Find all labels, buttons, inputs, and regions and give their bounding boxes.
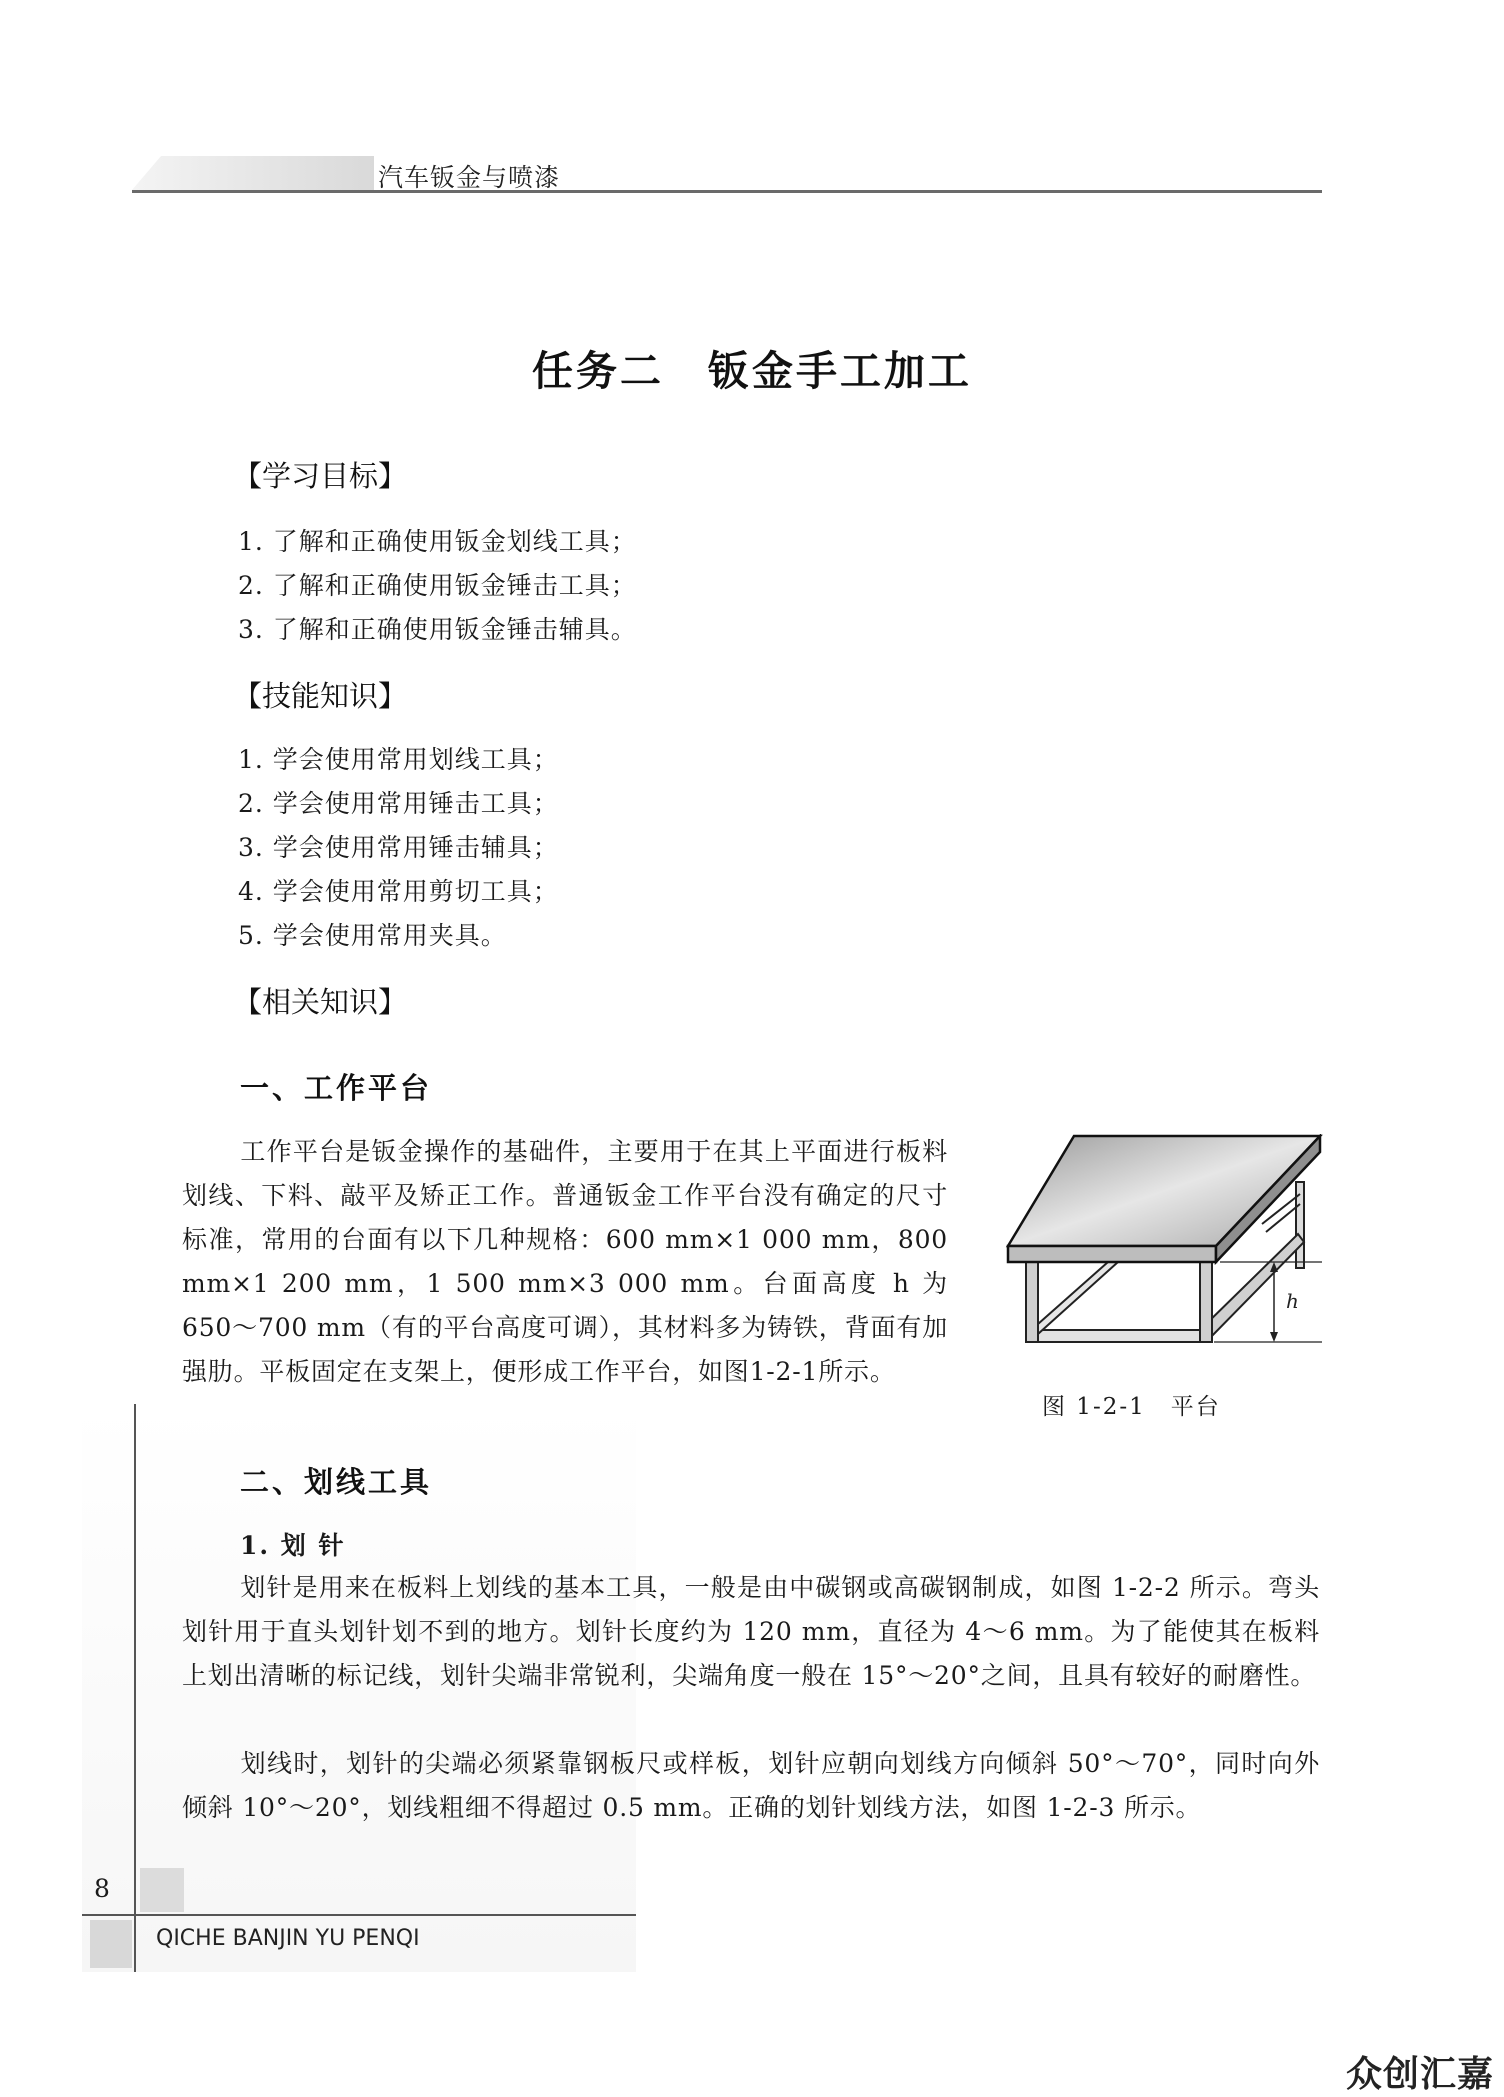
height-label: h: [1286, 1289, 1299, 1313]
list-item: 1. 了解和正确使用钣金划线工具；: [238, 527, 637, 556]
list-item: 2. 了解和正确使用钣金锤击工具；: [238, 571, 637, 600]
task-title: 任务二 钣金手工加工: [532, 347, 972, 395]
related-knowledge-tag: 【相关知识】: [233, 985, 408, 1019]
page-number: 8: [94, 1874, 110, 1903]
footer-rule: [82, 1914, 636, 1916]
scriber-paragraph-1: 划针是用来在板料上划线的基本工具，一般是由中碳钢或高碳钢制成，如图 1-2-2 所示。弯头划针用于直头划针划不到的地方。划针长度约为 120 mm，直径为 4～6 mm。为了能使其在板料上划出清晰的标记线，划针尖端非常锐利，尖端角度一般在 15°～20°之间，且具有较好的耐磨性。: [182, 1573, 1320, 1690]
section-heading-marking-tools: 二、划线工具: [240, 1465, 433, 1499]
skills-list: [238, 738, 559, 958]
watermark-text: 众创汇嘉: [1346, 2054, 1495, 2095]
list-item: 4. 学会使用常用剪切工具；: [238, 877, 559, 906]
footer-english-title: QICHE BANJIN YU PENQI: [156, 1926, 420, 1951]
running-header-title: 汽车钣金与喷漆: [378, 163, 561, 192]
list-item: 5. 学会使用常用夹具。: [238, 921, 507, 950]
header-rule: [132, 190, 1322, 193]
learning-goals-tag: 【学习目标】: [233, 459, 408, 493]
skills-tag: 【技能知识】: [233, 679, 408, 713]
list-item: 3. 了解和正确使用钣金锤击辅具。: [238, 615, 637, 644]
learning-goals-list: [238, 520, 637, 652]
list-item: 1. 学会使用常用划线工具；: [238, 745, 559, 774]
header-decoration: [132, 156, 374, 190]
list-item: 3. 学会使用常用锤击辅具；: [238, 833, 559, 862]
footer-square: [90, 1920, 132, 1968]
figure-caption: 图 1-2-1 平台: [1042, 1394, 1221, 1420]
subheading-scriber: 1. 划 针: [240, 1531, 346, 1560]
work-platform-paragraph: 工作平台是钣金操作的基础件，主要用于在其上平面进行板料划线、下料、敲平及矫正工作。普通钣金工作平台没有确定的尺寸标准，常用的台面有以下几种规格：600 mm×1 000 mm，800 mm×1 200 mm，1 500 mm×3 000 mm。台面高度 h 为 650～700 mm（有的平台高度可调），其材料多为铸铁，背面有加强肋。平板固定在支架上，便形成工作平台，如图1-2-1所示。: [182, 1137, 948, 1386]
section-heading-work-platform: 一、工作平台: [240, 1071, 433, 1105]
footer-square: [140, 1868, 184, 1912]
list-item: 2. 学会使用常用锤击工具；: [238, 789, 559, 818]
footer-vertical-rule: [134, 1404, 136, 1972]
platform-figure: [1004, 1134, 1324, 1374]
scriber-paragraph-2: 划线时，划针的尖端必须紧靠钢板尺或样板，划针应朝向划线方向倾斜 50°～70°，同时向外倾斜 10°～20°，划线粗细不得超过 0.5 mm。正确的划针划线方法，如图 1-2-3 所示。: [182, 1749, 1320, 1822]
